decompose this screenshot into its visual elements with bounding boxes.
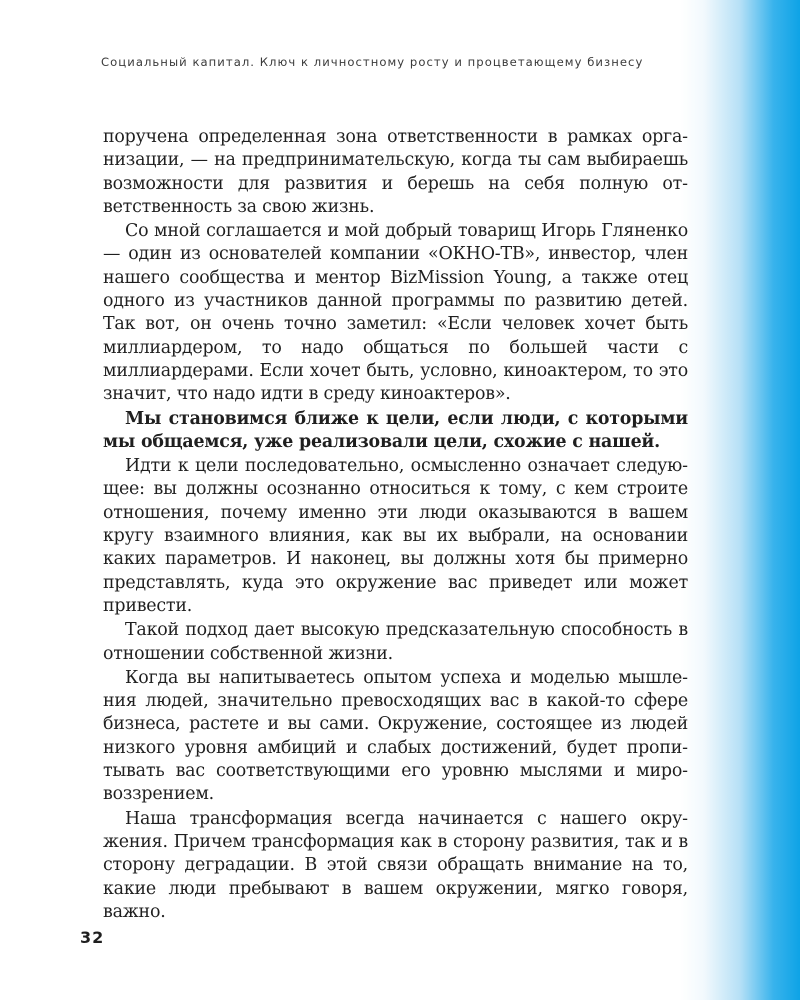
running-header: Социальный капитал. Ключ к личностному росту и процветающему бизнесу (101, 55, 644, 69)
paragraph-goal-consistency: Идти к цели последовательно, осмысленно означает следующее: вы должны осознанно относиться к тому, с кем строите отношения, почему именно эти люди оказываются в вашем кругу взаимного влияния, как вы их выбрали, на основании каких параметров. И наконец, вы должны хотя бы примерно представлять, куда это окружение вас приведет или может привести. (103, 456, 688, 616)
paragraph-key-thesis: Мы становимся ближе к цели, если люди, с которыми мы общаемся, уже реализовали цели, схожие с нашей. (103, 408, 688, 452)
body-text (103, 126, 688, 925)
paragraph-quote-glyanenko: Со мной соглашается и мой добрый товарищ Игорь Гляненко — один из основателей компании «ОКНО-ТВ», инвестор, член нашего сообщества и ментор BizMission Young, а также отец одного из участников данной программы по развитию детей. Так вот, он очень точно заметил: «Если человек хочет быть миллиардером, то надо общаться по большей части с миллиардерами. Если хочет быть, условно, киноактером, то это значит, что надо идти в среду киноактеров». (103, 221, 688, 405)
paragraph-continuation: поручена определенная зона ответственности в рамках организации, — на предпринимательскую, когда ты сам выбираешь возможности для развития и берешь на себя полную ответственность за свою жизнь. (103, 127, 688, 217)
page-edge-gradient (680, 0, 800, 1000)
page-number: 32 (80, 928, 105, 947)
paragraph-predictive-ability: Такой подход дает высокую предсказательную способность в отношении собственной жизни. (103, 620, 688, 664)
paragraph-success-model: Когда вы напитываетесь опытом успеха и моделью мышления людей, значительно превосходящих вас в какой-то сфере бизнеса, растете и вы сами. Окружение, состоящее из людей низкого уровня амбиций и слабых достижений, будет пропитывать вас соответствующими его уровню мыслями и мировоззрением. (103, 667, 688, 805)
paragraph-transformation: Наша трансформация всегда начинается с нашего окружения. Причем трансформация как в сторону развития, так и в сторону деградации. В этой связи обращать внимание на то, какие люди пребывают в вашем окружении, мягко говоря, важно. (103, 808, 688, 922)
